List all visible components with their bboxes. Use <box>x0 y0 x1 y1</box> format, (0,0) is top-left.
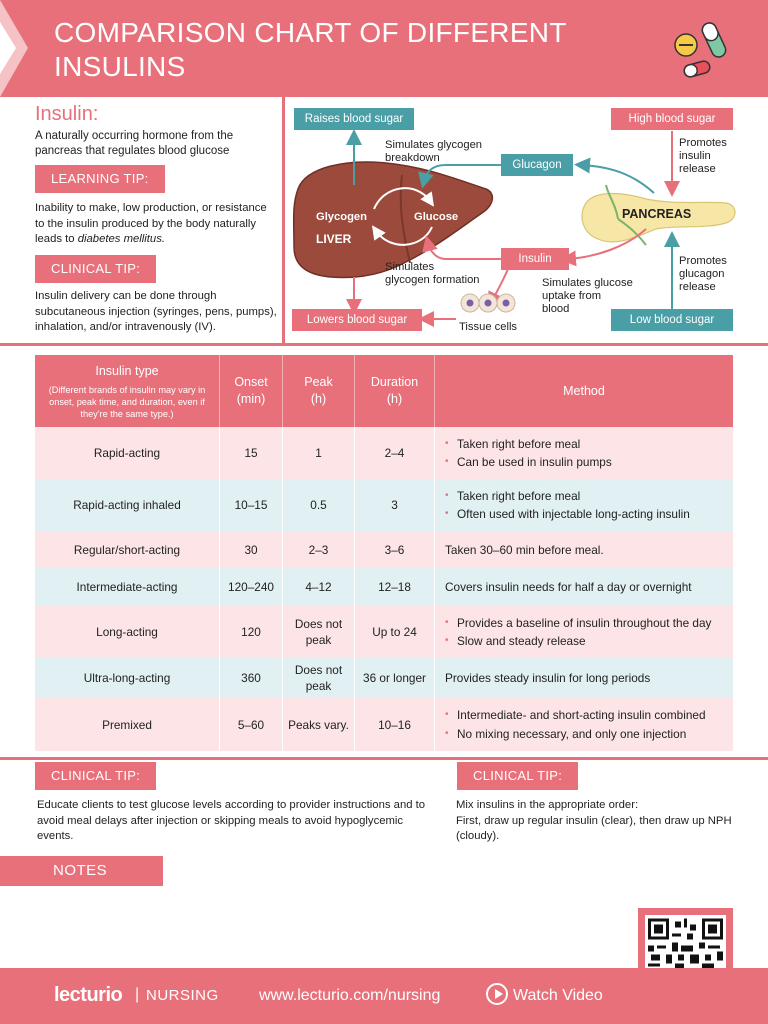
cell-method <box>435 606 733 658</box>
clinical-tip-text-2: Educate clients to test glucose levels according to provider instructions and to avoid meal delays after injection or skipping meals to avoid hypoglycemic events. <box>37 799 426 842</box>
website-link[interactable]: www.lecturio.com/nursing <box>259 987 441 1004</box>
method-bullet: • Provides a baseline of insulin throughout the day <box>445 614 711 633</box>
cell-duration: 3–6 <box>355 531 435 568</box>
header-method: Method <box>563 383 605 398</box>
method-bullet: • Often used with injectable long-acting insulin <box>445 505 690 524</box>
cell-method <box>435 698 733 751</box>
cell-peak: Does not peak <box>283 658 355 698</box>
high-blood-sugar-box: High blood sugar <box>611 108 733 130</box>
header-notch-inner <box>0 22 16 74</box>
sim-formation-text: Simulates glycogen formation <box>385 261 480 286</box>
table-row <box>35 568 733 606</box>
cell-onset: 5–60 <box>220 698 283 751</box>
cell-type: Rapid-acting inhaled <box>35 479 220 531</box>
method-text: Covers insulin needs for half a day or overnight <box>445 580 692 594</box>
clinical-tip-label-2: CLINICAL TIP: <box>35 762 156 790</box>
table-row <box>35 427 733 479</box>
notes-bar <box>0 856 35 886</box>
insulin-description: A naturally occurring hormone from the pancreas that regulates blood glucose <box>35 130 234 157</box>
cell-duration: 2–4 <box>355 427 435 479</box>
method-bullet: • Intermediate- and short-acting insulin combined <box>445 706 706 725</box>
nursing-label: NURSING <box>146 987 219 1004</box>
table-header <box>35 355 733 427</box>
cell-onset: 30 <box>220 531 283 568</box>
clinical-tip-label-3: CLINICAL TIP: <box>457 762 578 790</box>
tissue-cells-icon <box>461 294 515 312</box>
footer-separator: | <box>135 986 140 1003</box>
cell-type: Premixed <box>35 698 220 751</box>
method-bullet: • Taken right before meal <box>445 435 612 454</box>
table-row <box>35 479 733 531</box>
cell-peak: 2–3 <box>283 531 355 568</box>
sim-uptake-text: Simulates glucose uptake from blood <box>542 277 633 315</box>
glucagon-box: Glucagon <box>501 154 573 176</box>
method-bullet: • Slow and steady release <box>445 632 711 651</box>
play-icon[interactable] <box>486 983 508 1005</box>
cell-type: Rapid-acting <box>35 427 220 479</box>
cell-onset: 120–240 <box>220 568 283 606</box>
header-duration: Duration (h) <box>355 355 435 427</box>
glycogen-label: Glycogen <box>316 211 367 223</box>
cell-duration: 3 <box>355 479 435 531</box>
page-title: COMPARISON CHART OF DIFFERENT INSULINS <box>54 17 567 82</box>
liver-label: LIVER <box>316 232 352 246</box>
cell-duration: 36 or longer <box>355 658 435 698</box>
cell-method <box>435 531 733 568</box>
cell-method <box>435 568 733 606</box>
learning-tip-text: Inability to make, low production, or resistance to the insulin produced by the body naturally leads to diabetes mellitus. <box>35 202 267 245</box>
insulin-box: Insulin <box>501 248 569 270</box>
header-onset: Onset (min) <box>220 355 283 427</box>
lecturio-logo[interactable]: lecturio <box>54 984 123 1006</box>
intro-section <box>0 97 282 343</box>
section-divider-top <box>0 343 768 346</box>
cell-peak: Does not peak <box>283 606 355 658</box>
cell-method <box>435 658 733 698</box>
table-row <box>35 698 733 751</box>
header <box>0 0 768 97</box>
table-row <box>35 658 733 698</box>
cell-duration: 10–16 <box>355 698 435 751</box>
method-text: Taken 30–60 min before meal. <box>445 542 604 557</box>
cell-onset: 120 <box>220 606 283 658</box>
cell-peak: 4–12 <box>283 568 355 606</box>
lowers-blood-sugar-box: Lowers blood sugar <box>292 309 422 331</box>
section-divider <box>282 97 285 343</box>
method-bullet: • Can be used in insulin pumps <box>445 453 612 472</box>
cell-type: Regular/short-acting <box>35 531 220 568</box>
cell-method <box>435 479 733 531</box>
method-bullet: • Taken right before meal <box>445 487 690 506</box>
cell-duration: 12–18 <box>355 568 435 606</box>
cell-onset: 15 <box>220 427 283 479</box>
promotes-glucagon-text: Promotes glucagon release <box>679 255 727 293</box>
promotes-insulin-text: Promotes insulin release <box>679 137 727 175</box>
sim-breakdown-text: Simulates glycogen breakdown <box>385 139 483 164</box>
cell-type: Ultra-long-acting <box>35 658 220 698</box>
table-row <box>35 606 733 658</box>
cell-onset: 10–15 <box>220 479 283 531</box>
raises-blood-sugar-box: Raises blood sugar <box>294 108 414 130</box>
cell-peak: 0.5 <box>283 479 355 531</box>
cell-peak: 1 <box>283 427 355 479</box>
header-peak: Peak (h) <box>283 355 355 427</box>
pancreas-label: PANCREAS <box>622 207 692 221</box>
cell-duration: Up to 24 <box>355 606 435 658</box>
cell-peak: Peaks vary. <box>283 698 355 751</box>
footer <box>0 968 768 1024</box>
glucose-label: Glucose <box>414 211 459 223</box>
watch-video-link[interactable]: Watch Video <box>513 987 603 1004</box>
insulin-heading: Insulin: <box>35 103 99 125</box>
cell-type: Long-acting <box>35 606 220 658</box>
cell-method <box>435 427 733 479</box>
pills-icon <box>668 18 738 82</box>
cell-type: Intermediate-acting <box>35 568 220 606</box>
header-insulin-type: Insulin type (Different brands of insulin may vary in onset, peak time, and duration, even if they're the same type.) <box>35 355 220 427</box>
table-row <box>35 531 733 568</box>
notes-label: NOTES <box>35 856 163 886</box>
clinical-tip-text: Insulin delivery can be done through subcutaneous injection (syringes, pens, pumps), inhalation, and/or intravenously (IV). <box>35 290 277 333</box>
section-divider-bottom <box>0 757 768 760</box>
clinical-tip-label: CLINICAL TIP: <box>35 255 156 283</box>
blood-sugar-diagram <box>286 97 768 343</box>
learning-tip-label: LEARNING TIP: <box>35 165 165 193</box>
low-blood-sugar-box: Low blood sugar <box>611 309 733 331</box>
cell-onset: 360 <box>220 658 283 698</box>
method-text: Provides steady insulin for long periods <box>445 671 651 685</box>
clinical-tip-text-3: Mix insulins in the appropriate order: First, draw up regular insulin (clear), then draw up NPH (cloudy). <box>456 799 732 842</box>
tissue-cells-label: Tissue cells <box>459 321 518 333</box>
method-bullet: • No mixing necessary, and only one injection <box>445 725 706 744</box>
